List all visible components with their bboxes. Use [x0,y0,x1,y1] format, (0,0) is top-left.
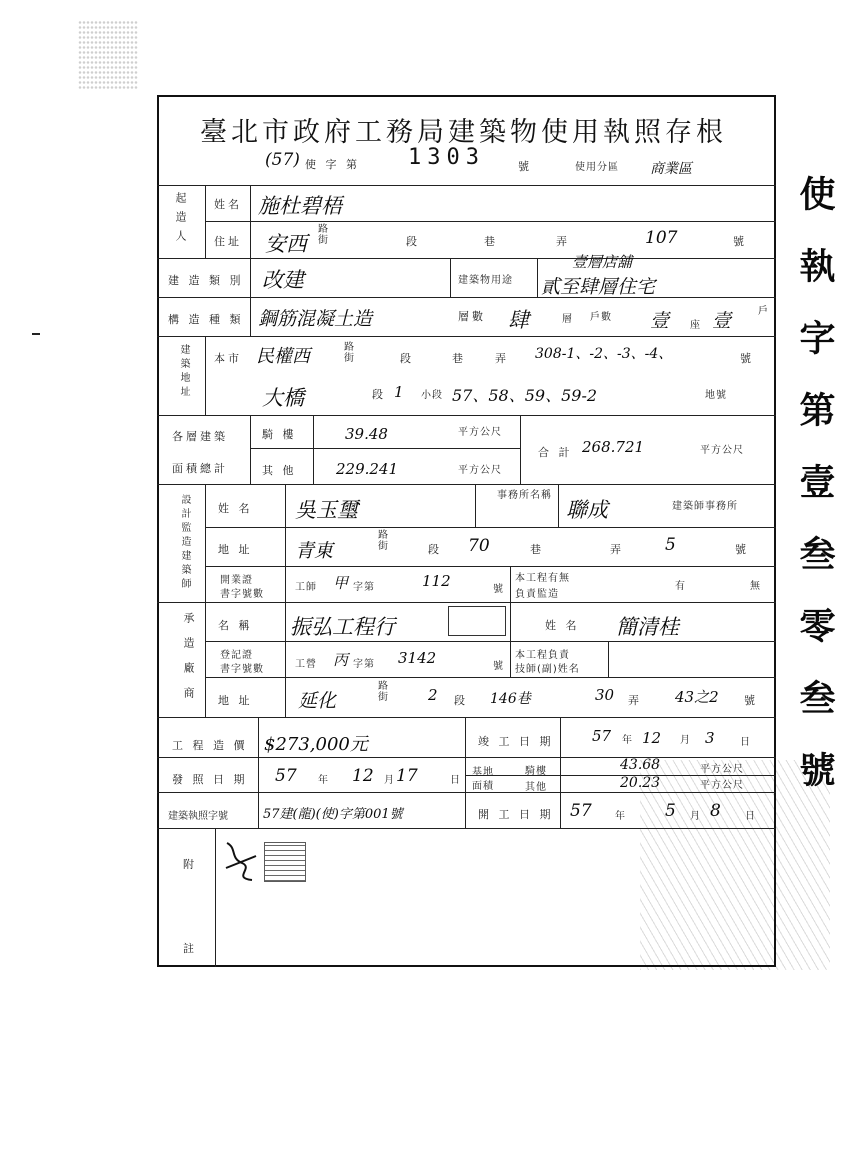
applicant-name-label: 姓名 [214,198,242,211]
contractor-address-road: 延化 [298,690,337,712]
issue-day-unit: 日 [450,775,461,786]
applicant-address-duan: 段 [406,235,420,248]
floors-value: 肆 [508,308,529,332]
contractor-reg-hao: 號 [493,661,504,672]
cost-label: 工 程 造 價 [172,739,248,752]
contractor-address-number: 43之2 [675,688,719,706]
households-value-2: 壹 [712,310,732,332]
permit-number-value: 57建(龍)(使)字第001號 [263,807,403,822]
zone-label: 使用分區 [575,162,619,173]
contractor-reg-prefix: 工營 [295,659,317,670]
scan-mark [32,333,40,335]
households-unit-1: 座 [690,320,701,331]
structure-value: 鋼筋混凝土造 [258,308,373,330]
designer-name-label: 姓 名 [218,502,253,515]
permit-suffix: 號 [518,160,532,173]
issue-day: 17 [396,766,418,786]
site-district-unit: 段 [372,388,386,401]
contractor-address-duan-no: 2 [428,686,438,704]
base-area-label-1: 基地 [472,767,494,778]
contractor-reg-no: 3142 [398,649,437,667]
site-xiang: 巷 [452,352,466,365]
permit-number: 1303 [408,145,485,170]
designer-license-char: 甲 [333,574,349,592]
issue-year: 57 [275,766,297,786]
area-arcade-label: 騎 樓 [262,428,297,441]
households-unit-2: 戶 [758,306,769,317]
area-arcade-value: 39.48 [345,425,388,443]
area-arcade-unit: 平方公尺 [458,427,502,438]
issue-year-unit: 年 [318,775,329,786]
site-number: 308-1、-2、-3、-4、 [535,346,673,362]
build-type-value: 改建 [262,268,304,292]
permit-number-label: 建築執照字號 [168,811,228,822]
contractor-name: 振弘工程行 [290,615,395,639]
site-road-unit: 路街 [344,342,355,364]
contractor-address-label: 地 址 [218,694,253,707]
applicant-section-label: 起造人 [174,192,187,249]
designer-address-road-unit: 路街 [378,530,389,552]
designer-license-label-1: 開業證 [220,575,253,586]
site-nong: 弄 [495,352,509,365]
applicant-address-road: 安西 [265,232,307,256]
applicant-address-nong: 弄 [556,235,570,248]
contractor-owner: 簡清桂 [616,615,679,639]
site-road: 民權西 [256,346,310,367]
site-subsection-unit: 小段 [421,390,443,401]
designer-supervise-label-1: 本工程有無 [515,573,570,584]
designer-supervise-yes: 有 [675,581,686,592]
base-area-label-2: 面積 [472,781,494,792]
contractor-reg-char: 丙 [333,651,349,669]
permit-year: (57) [265,150,300,170]
designer-address-xiang-no: 70 [468,536,490,556]
site-section-label: 建築地址 [178,344,189,400]
site-hao: 號 [740,352,754,365]
start-month: 5 [665,801,676,821]
issue-month-unit: 月 [384,775,395,786]
area-other-label: 其 他 [262,464,297,477]
designer-office-label: 事務所名稱 [497,490,552,501]
designer-license-prefix: 工師 [295,582,317,593]
complete-year-unit: 年 [622,735,633,746]
zone-value: 商業區 [650,161,692,177]
designer-address-number: 5 [665,535,676,555]
contractor-address-nong-no: 30 [595,686,615,704]
designer-address-hao: 號 [735,543,749,556]
contractor-address-duan: 段 [454,694,468,707]
area-section-1: 各層建築 [172,430,228,443]
area-section-2: 面積總計 [172,462,228,475]
contractor-section-label: 承造廠商 [182,612,195,712]
document-title: 臺北市政府工務局建築物使用執照存根 [200,117,727,148]
designer-supervise-no: 無 [750,581,761,592]
base-other-label: 其他 [525,782,547,793]
contractor-reg-label-1: 登記證 [220,650,253,661]
designer-license-mid: 字第 [353,582,375,593]
contractor-reg-mid: 字第 [353,659,375,670]
floors-unit: 層 [562,314,573,325]
signature-mark [222,838,262,884]
applicant-address-number: 107 [645,228,678,248]
area-total-value: 268.721 [582,438,645,456]
start-day: 8 [710,801,721,821]
structure-label: 構 造 種 類 [168,313,244,326]
issue-month: 12 [352,766,374,786]
start-day-unit: 日 [745,811,756,822]
designer-address-xiang: 巷 [530,543,544,556]
start-date-label: 開 工 日 期 [478,808,554,821]
contractor-name-label: 名 稱 [218,619,253,632]
remarks-label-top: 附 [183,858,197,871]
area-other-value: 229.241 [336,460,399,478]
cost-value: $273,000元 [264,734,368,755]
complete-date-label: 竣 工 日 期 [478,735,554,748]
permit-prefix: 使 字 第 [305,158,360,171]
designer-license-no: 112 [422,572,451,590]
designer-address-road: 青東 [295,540,334,562]
contractor-tech-label-1: 本工程負責 [515,650,570,661]
scan-noise-top-left [78,20,138,90]
base-arcade-label: 騎樓 [525,766,547,777]
area-other-unit: 平方公尺 [458,465,502,476]
designer-license-label-2: 書字號數 [220,589,264,600]
site-subsection: 1 [394,383,404,401]
designer-name: 吳玉璽 [295,498,358,522]
complete-year: 57 [592,727,612,745]
complete-month: 12 [642,729,662,747]
applicant-address-label: 住址 [214,235,242,248]
contractor-seal [448,606,506,636]
site-lot-unit: 地號 [705,390,727,401]
designer-address-nong: 弄 [610,543,624,556]
site-lots: 57、58、59、59-2 [452,386,598,405]
start-month-unit: 月 [690,811,701,822]
start-year: 57 [570,801,592,821]
complete-day: 3 [705,729,715,747]
official-seal [264,842,306,882]
designer-address-label: 地 址 [218,543,253,556]
start-year-unit: 年 [615,811,626,822]
issue-date-label: 發 照 日 期 [172,773,248,786]
site-city: 本市 [214,352,242,365]
building-use-value-2: 貳至肆層住宅 [541,276,656,298]
building-use-value-1: 壹層店舖 [572,253,633,271]
applicant-name: 施杜碧梧 [258,194,342,218]
households-value: 壹 [650,310,670,332]
area-total-label: 合 計 [538,446,573,459]
building-use-label: 建築物用途 [458,275,513,286]
remarks-label-bottom: 註 [183,942,197,955]
contractor-tech-label-2: 技師(副)姓名 [515,664,580,675]
designer-office: 聯成 [566,498,608,522]
site-duan: 段 [400,352,414,365]
base-arcade-value: 43.68 [620,757,661,773]
applicant-address-xiang: 巷 [484,235,498,248]
area-total-unit: 平方公尺 [700,445,744,456]
base-other-value: 20.23 [620,775,661,791]
contractor-address-xiang: 146巷 [490,691,531,707]
designer-license-hao: 號 [493,584,504,595]
contractor-reg-label-2: 書字號數 [220,664,264,675]
margin-annotation: 使執字第壹叁零叁號 [794,175,836,823]
site-district: 大橋 [262,386,304,410]
contractor-address-nong: 弄 [628,694,642,707]
households-label: 戶數 [590,312,612,323]
complete-month-unit: 月 [680,735,691,746]
designer-address-duan: 段 [428,543,442,556]
designer-section-label: 設計監造建築師 [179,494,190,592]
floors-label: 層數 [458,310,486,323]
designer-office-suffix: 建築師事務所 [672,501,738,512]
base-other-unit: 平方公尺 [700,780,744,791]
applicant-address-hao: 號 [733,235,747,248]
complete-day-unit: 日 [740,737,751,748]
contractor-owner-label: 姓 名 [545,619,580,632]
contractor-address-hao: 號 [744,694,758,707]
build-type-label: 建 造 類 別 [168,274,244,287]
contractor-address-road-unit: 路街 [378,681,389,703]
applicant-address-road-unit: 路街 [318,224,329,246]
designer-supervise-label-2: 負責監造 [515,589,559,600]
base-arcade-unit: 平方公尺 [700,764,744,775]
